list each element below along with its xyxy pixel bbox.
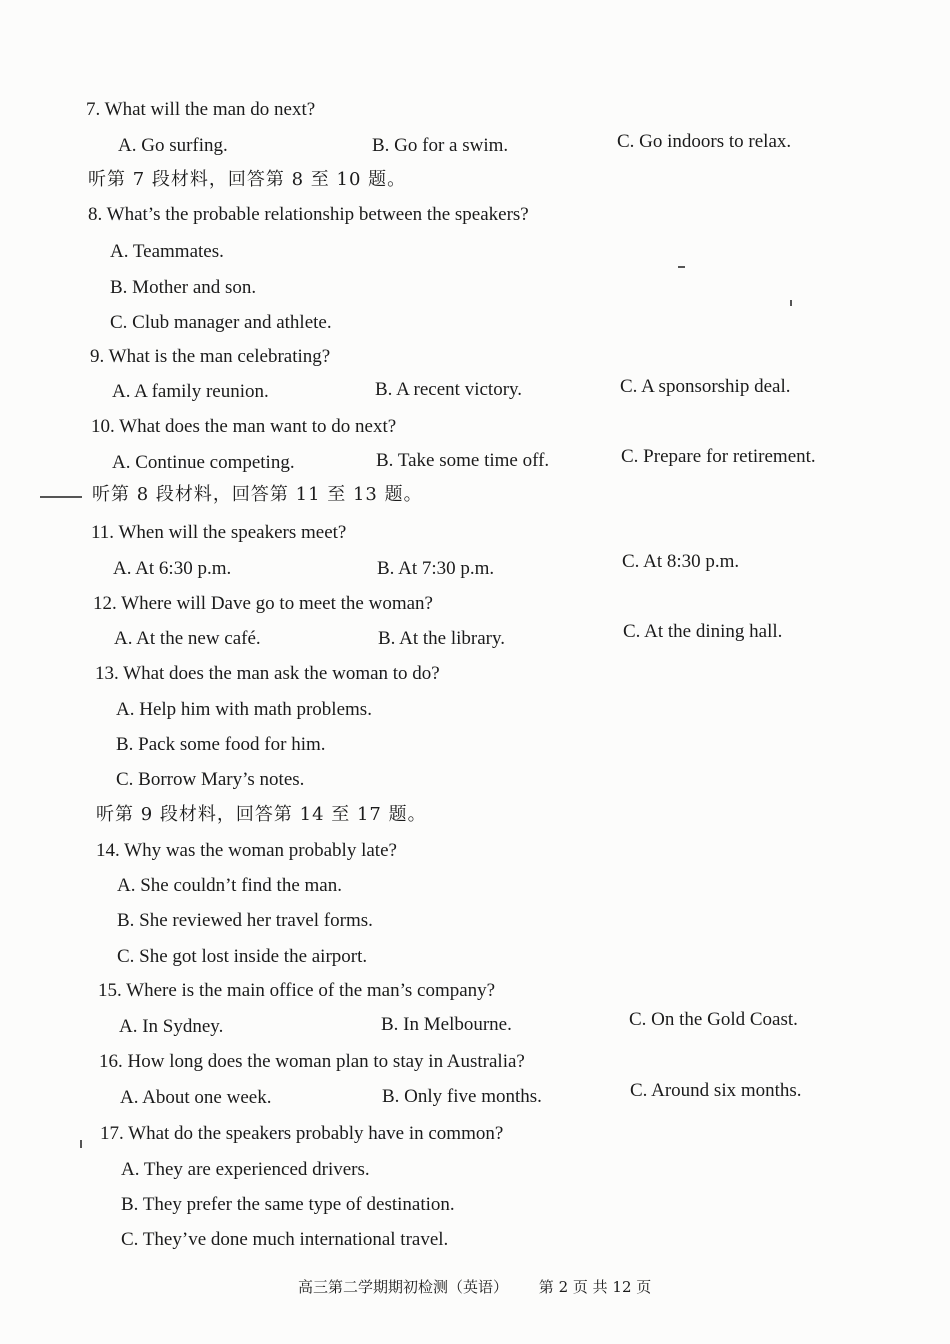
scan-speck <box>80 1140 82 1148</box>
page-footer <box>298 1276 655 1297</box>
question-12-option-b: B. At the library. <box>378 628 505 649</box>
question-13-option-c: C. Borrow Mary’s notes. <box>116 769 305 790</box>
question-12-stem: 12. Where will Dave go to meet the woman? <box>93 593 433 614</box>
question-8-option-a: A. Teammates. <box>110 241 224 262</box>
question-17-option-c: C. They’ve done much international travel. <box>121 1229 449 1250</box>
margin-stroke <box>40 496 82 498</box>
footer-exam-title: 高三第二学期期初检测（英语） <box>298 1278 509 1296</box>
question-13-stem: 13. What does the man ask the woman to do? <box>95 663 440 684</box>
question-14-option-c: C. She got lost inside the airport. <box>117 946 368 967</box>
question-9-option-b: B. A recent victory. <box>375 379 523 400</box>
question-10-option-a: A. Continue competing. <box>112 452 295 473</box>
question-7-stem: 7. What will the man do next? <box>86 99 316 120</box>
question-9-stem: 9. What is the man celebrating? <box>90 346 331 367</box>
question-15-option-c: C. On the Gold Coast. <box>629 1009 798 1030</box>
scan-speck <box>678 266 685 268</box>
question-11-option-c: C. At 8:30 p.m. <box>622 551 740 572</box>
scan-speck <box>790 300 792 306</box>
question-14-option-a: A. She couldn’t find the man. <box>117 875 342 896</box>
section-9-instruction: 听第 9 段材料，回答第 14 至 17 题。 <box>96 804 427 825</box>
question-8-option-b: B. Mother and son. <box>110 277 257 298</box>
question-11-option-a: A. At 6:30 p.m. <box>113 558 232 579</box>
question-15-stem: 15. Where is the main office of the man’s company? <box>98 980 496 1001</box>
question-7-option-a: A. Go surfing. <box>118 135 228 156</box>
question-15-option-a: A. In Sydney. <box>119 1016 224 1037</box>
footer-page-number: 第 2 页 共 12 页 <box>538 1278 652 1296</box>
question-10-option-b: B. Take some time off. <box>376 450 550 471</box>
question-12-option-a: A. At the new café. <box>114 628 261 649</box>
question-17-option-a: A. They are experienced drivers. <box>121 1159 370 1180</box>
question-11-stem: 11. When will the speakers meet? <box>91 522 347 543</box>
question-12-option-c: C. At the dining hall. <box>623 621 783 642</box>
question-11-option-b: B. At 7:30 p.m. <box>377 558 495 579</box>
question-8-option-c: C. Club manager and athlete. <box>110 312 332 333</box>
question-17-stem: 17. What do the speakers probably have in common? <box>100 1123 504 1144</box>
question-9-option-c: C. A sponsorship deal. <box>620 376 791 397</box>
question-14-stem: 14. Why was the woman probably late? <box>96 840 397 861</box>
question-10-stem: 10. What does the man want to do next? <box>91 416 397 437</box>
question-8-stem: 8. What’s the probable relationship between the speakers? <box>88 204 529 225</box>
question-9-option-a: A. A family reunion. <box>112 381 269 402</box>
question-7-option-b: B. Go for a swim. <box>372 135 509 156</box>
question-16-option-c: C. Around six months. <box>630 1080 802 1101</box>
question-10-option-c: C. Prepare for retirement. <box>621 446 816 467</box>
question-14-option-b: B. She reviewed her travel forms. <box>117 910 373 931</box>
section-7-instruction: 听第 7 段材料，回答第 8 至 10 题。 <box>88 169 407 190</box>
question-17-option-b: B. They prefer the same type of destination. <box>121 1194 455 1215</box>
question-15-option-b: B. In Melbourne. <box>381 1014 512 1035</box>
section-8-instruction: 听第 8 段材料，回答第 11 至 13 题。 <box>92 484 423 505</box>
question-16-stem: 16. How long does the woman plan to stay in Australia? <box>99 1051 525 1072</box>
question-13-option-b: B. Pack some food for him. <box>116 734 326 755</box>
question-16-option-a: A. About one week. <box>120 1087 272 1108</box>
question-7-option-c: C. Go indoors to relax. <box>617 131 792 152</box>
question-16-option-b: B. Only five months. <box>382 1086 542 1107</box>
question-13-option-a: A. Help him with math problems. <box>116 699 372 720</box>
